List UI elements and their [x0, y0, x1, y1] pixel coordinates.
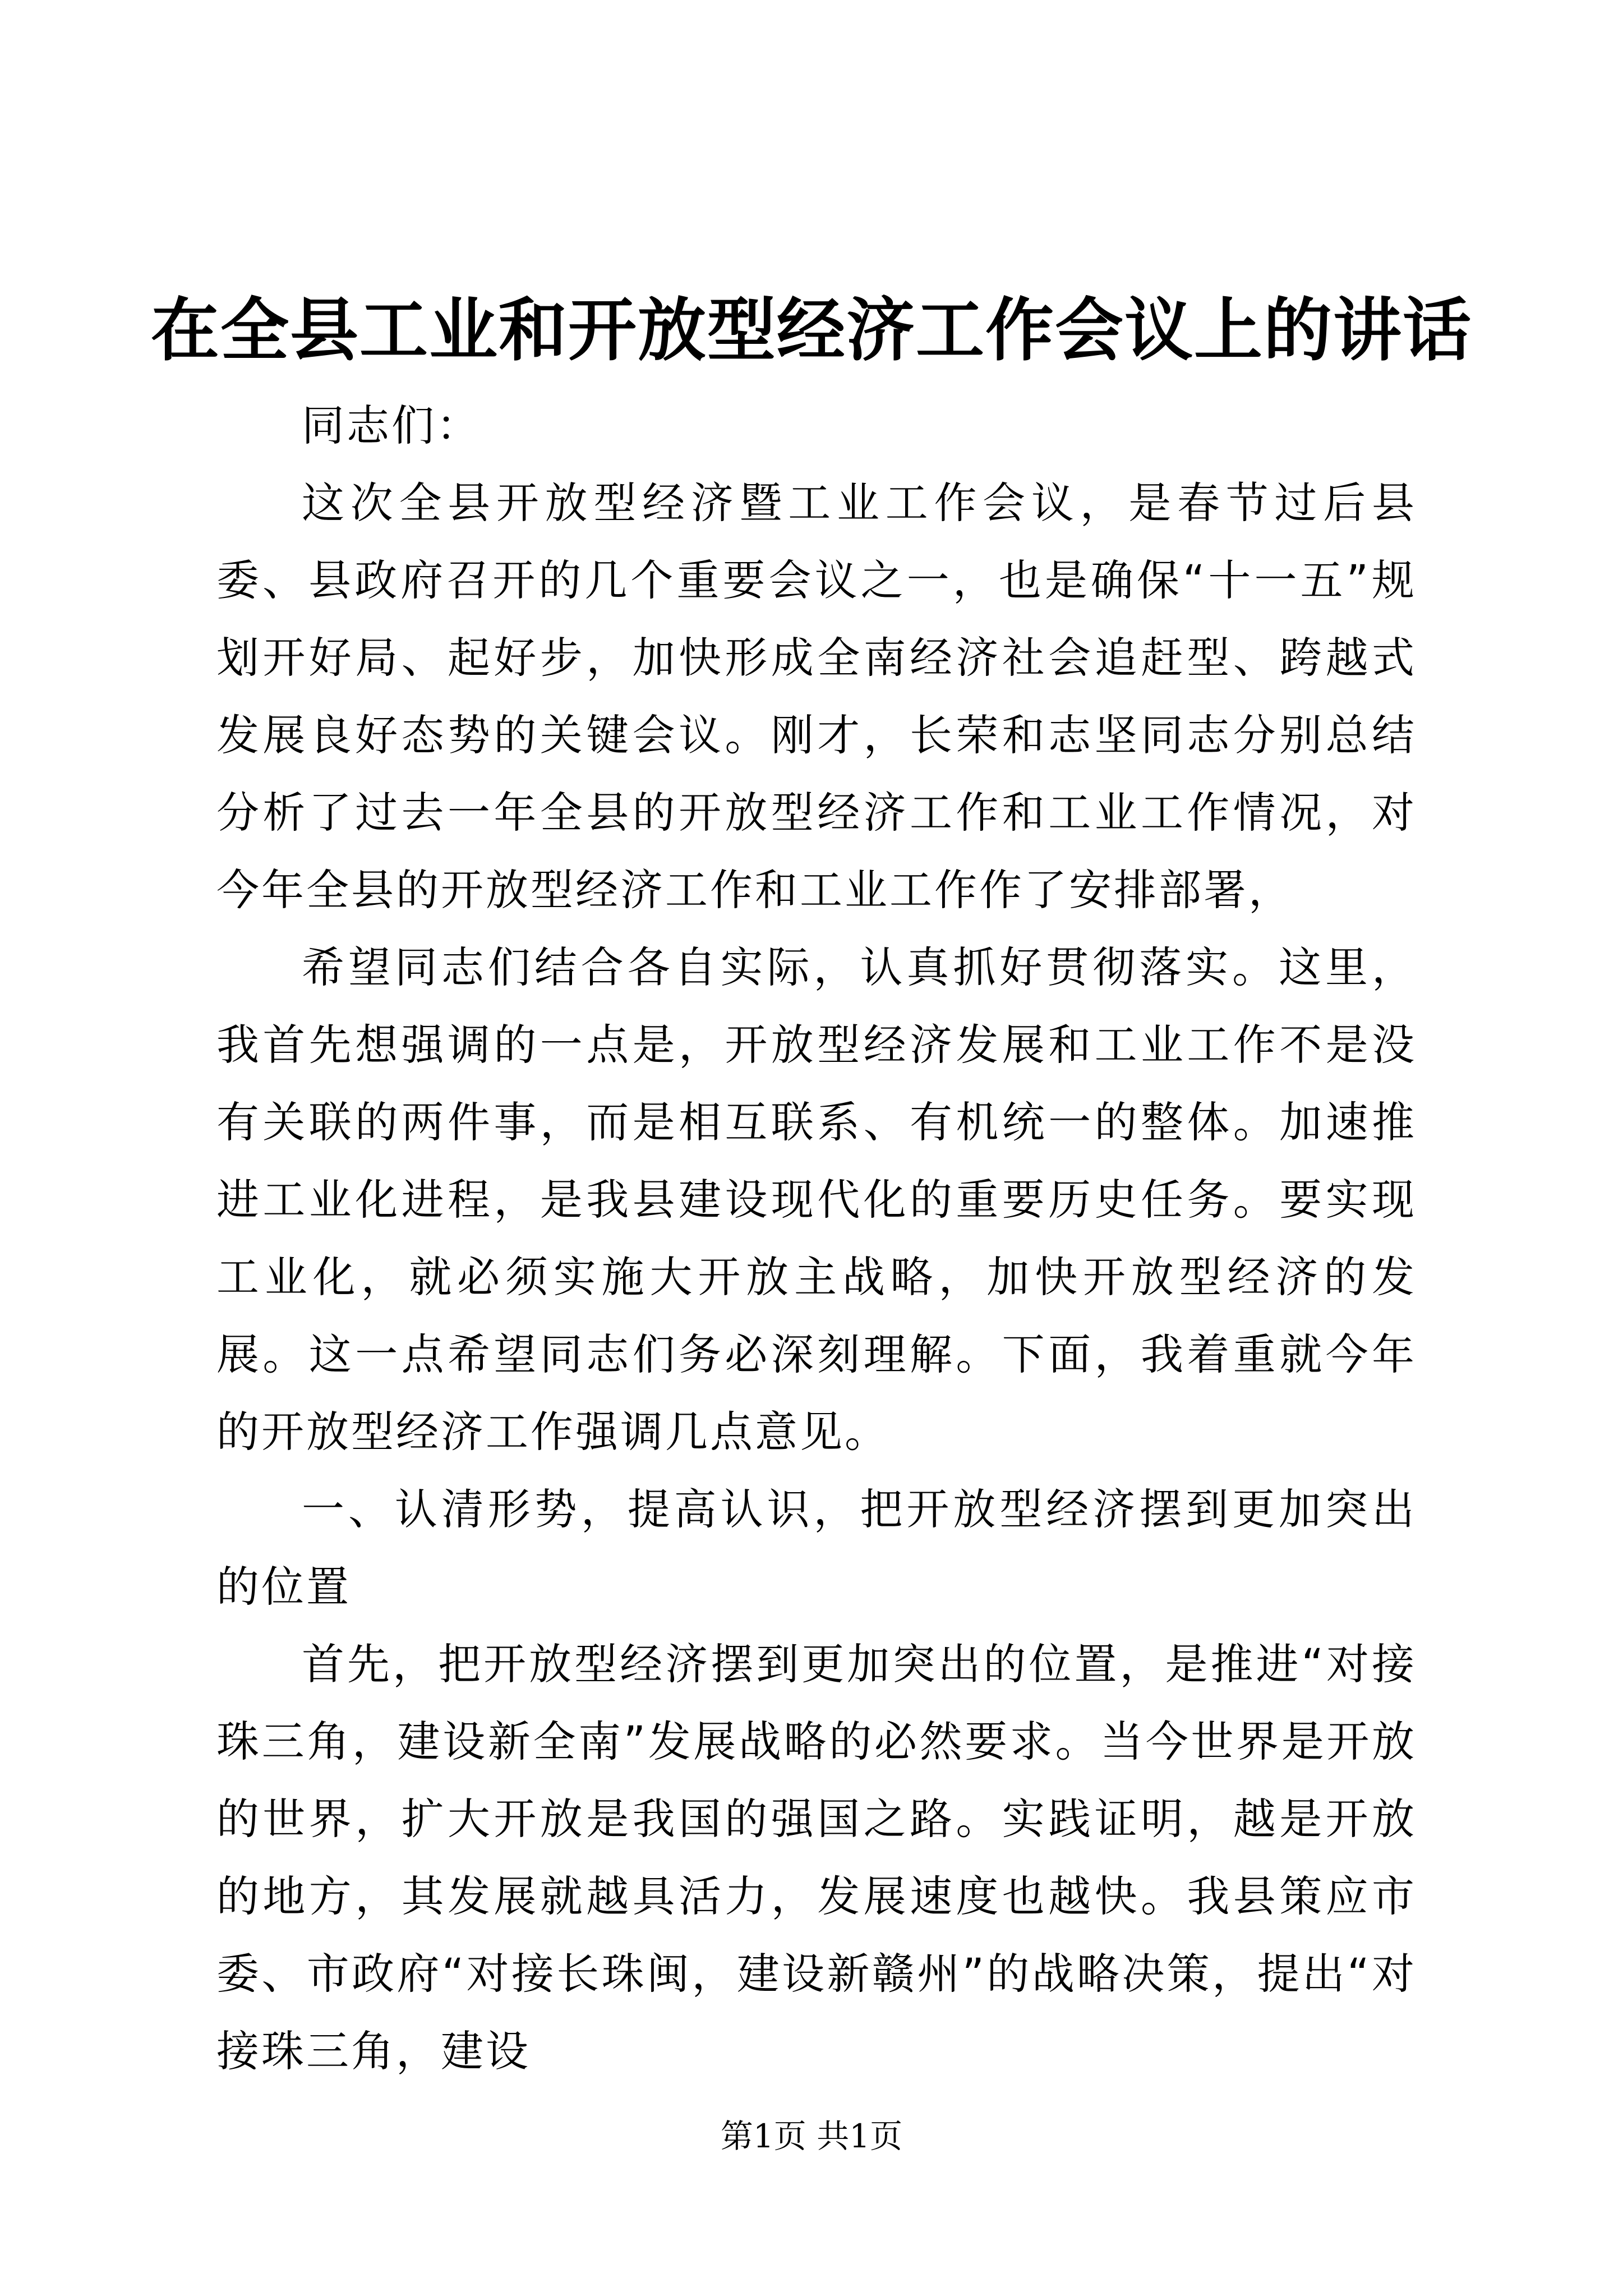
- section-heading: 一、认清形势，提高认识，把开放型经济摆到更加突出的位置: [216, 1484, 1417, 1612]
- salutation-paragraph: 同志们：: [302, 401, 481, 450]
- body-paragraph: 首先，把开放型经济摆到更加突出的位置，是推进“对接珠三角，建设新全南”发展战略的必然要求。当今世界是开放的世界，扩大开放是我国的强国之路。实践证明，越是开放的地方，其发展就越具活力，发展速度也越快。我县策应市委、市政府“对接长珠闽，建设新赣州”的战略决策，提出“对接珠三角，建设: [216, 1639, 1417, 2076]
- page-footer: 第1页 共1页: [720, 2117, 903, 2155]
- body-paragraph: 这次全县开放型经济暨工业工作会议，是春节过后县委、县政府召开的几个重要会议之一，也是确保“十一五”规划开好局、起好步，加快形成全南经济社会追赶型、跨越式发展良好态势的关键会议。刚才，长荣和志坚同志分别总结分析了过去一年全县的开放型经济工作和工业工作情况，对今年全县的开放型经济工作和工业工作作了安排部署，: [216, 478, 1417, 915]
- document-body: [216, 387, 1417, 2090]
- document-title: 在全县工业和开放型经济工作会议上的讲话: [151, 289, 1472, 370]
- body-paragraph: 希望同志们结合各自实际，认真抓好贯彻落实。这里，我首先想强调的一点是，开放型经济发展和工业工作不是没有关联的两件事，而是相互联系、有机统一的整体。加速推进工业化进程，是我县建设现代化的重要历史任务。要实现工业化，就必须实施大开放主战略，加快开放型经济的发展。这一点希望同志们务必深刻理解。下面，我着重就今年的开放型经济工作强调几点意见。: [216, 942, 1417, 1457]
